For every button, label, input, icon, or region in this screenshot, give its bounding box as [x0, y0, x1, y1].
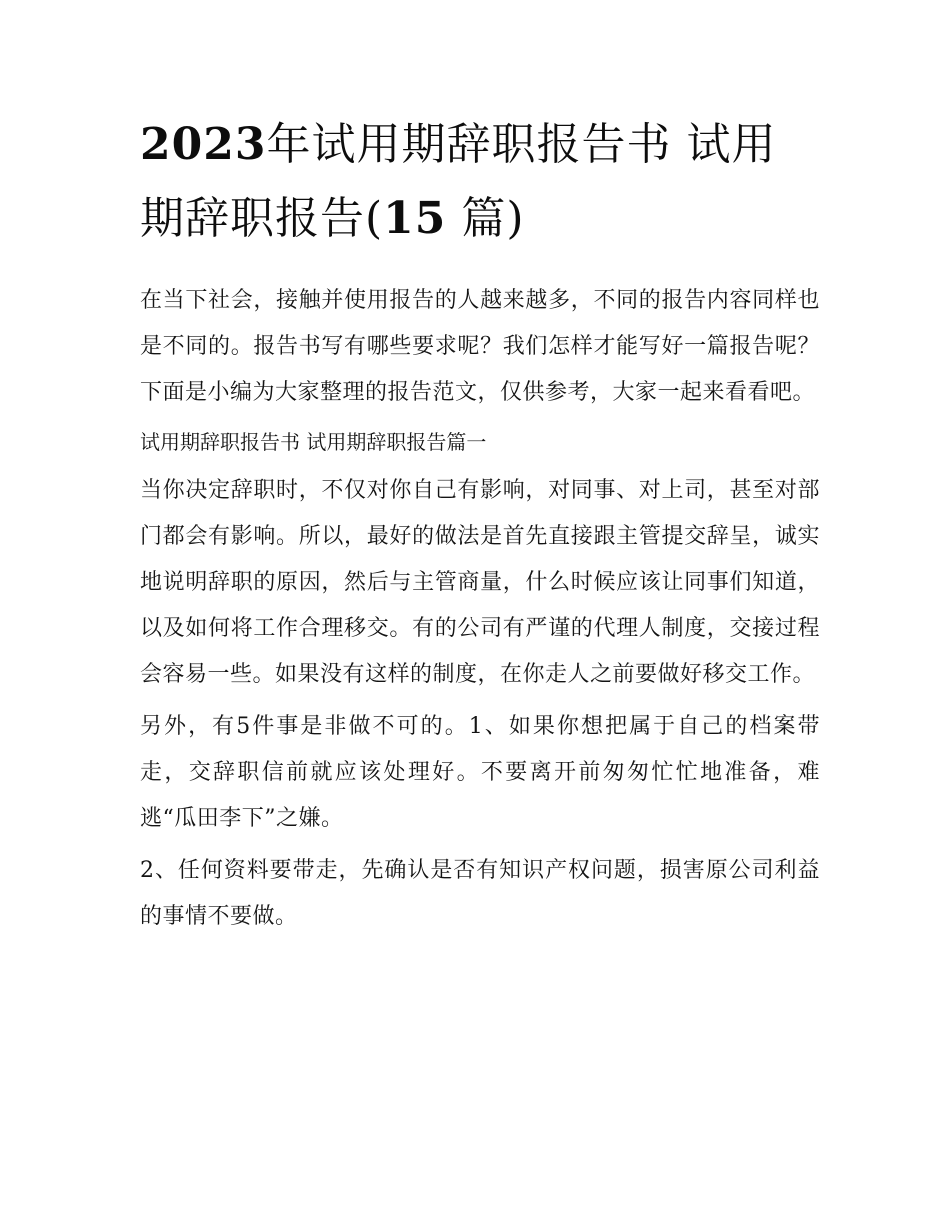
- body-paragraph: 另外，有5件事是非做不可的。1、如果你想把属于自己的档案带走，交辞职信前就应该处理好。不要离开前匆匆忙忙地准备，难逃“瓜田李下”之嫌。: [140, 714, 820, 831]
- title-main: 年试用期辞职报告书 试用期辞职报告(: [140, 119, 777, 244]
- document-body: [140, 278, 820, 946]
- document-title: [140, 108, 820, 256]
- title-year: 2023: [140, 119, 267, 170]
- title-count: 15: [383, 193, 447, 244]
- section-heading: 试用期辞职报告书 试用期辞职报告篇一: [140, 430, 487, 454]
- intro-paragraph: 在当下社会，接触并使用报告的人越来越多，不同的报告内容同样也是不同的。报告书写有哪些要求呢？我们怎样才能写好一篇报告呢？下面是小编为大家整理的报告范文，仅供参考，大家一起来看看吧。: [140, 288, 820, 405]
- body-paragraph: 当你决定辞职时，不仅对你自己有影响，对同事、对上司，甚至对部门都会有影响。所以，最好的做法是首先直接跟主管提交辞呈，诚实地说明辞职的原因，然后与主管商量，什么时候应该让同事们知道，以及如何将工作合理移交。有的公司有严谨的代理人制度，交接过程会容易一些。如果没有这样的制度，在你走人之前要做好移交工作。: [140, 478, 820, 687]
- body-paragraph: 2、任何资料要带走，先确认是否有知识产权问题，损害原公司利益的事情不要做。: [140, 858, 820, 929]
- title-suffix: 篇): [446, 193, 525, 244]
